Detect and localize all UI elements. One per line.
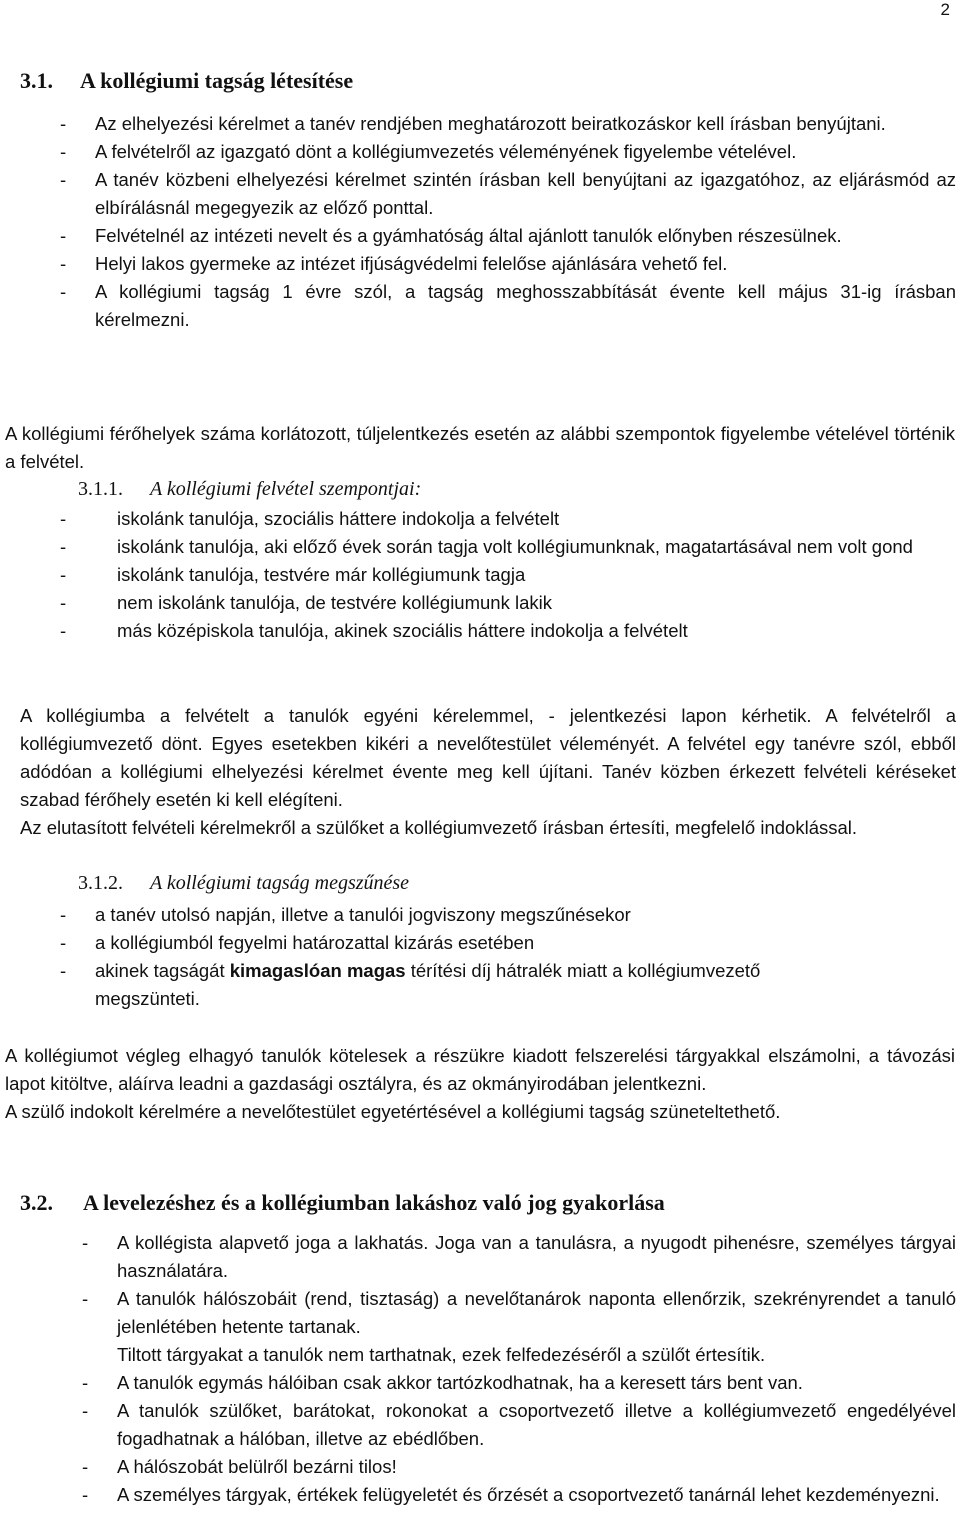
- bullet-dash: -: [82, 1288, 89, 1309]
- admission-criteria-list: [60, 505, 956, 645]
- list-item-text: iskolánk tanulója, testvére már kollégiumunk tagja: [117, 564, 526, 585]
- bullet-dash: -: [60, 960, 67, 981]
- bullet-dash: -: [60, 592, 67, 613]
- bullet-dash: -: [60, 169, 67, 190]
- list-item: [60, 278, 956, 334]
- list-item-text: más középiskola tanulója, akinek szociális háttere indokolja a felvételt: [117, 620, 688, 641]
- section-3-1-2-heading: [78, 872, 409, 895]
- admission-rules-list: [60, 110, 956, 334]
- list-item-text: a kollégiumból fegyelmi határozattal kizárás esetében: [95, 932, 535, 953]
- list-item-text: nem iskolánk tanulója, de testvére kollégiumunk lakik: [117, 592, 552, 613]
- list-item-text: A tanulók szülőket, barátokat, rokonokat a csoportvezető illetve a kollégiumvezető engedélyével fogadhatnak a hálóban, illetve az ebédlőben.: [117, 1400, 956, 1449]
- list-item: [82, 1285, 956, 1369]
- bullet-dash: -: [60, 281, 67, 302]
- list-item: [82, 1229, 956, 1285]
- emphasized-text: kimagaslóan magas: [229, 960, 406, 981]
- bullet-dash: -: [82, 1456, 89, 1477]
- section-3-2-heading: [20, 1190, 665, 1216]
- list-item-note: Tiltott tárgyakat a tanulók nem tarthatnak, ezek felfedezéséről a szülőt értesítik.: [117, 1344, 766, 1365]
- section-title: A kollégiumi tagság létesítése: [80, 68, 354, 93]
- text-run: akinek tagságát: [95, 960, 230, 981]
- text-run: térítési díj hátralék miatt a kollégiumvezető megszünteti.: [95, 960, 761, 1009]
- application-paragraph: A kollégiumba a felvételt a tanulók egyéni kérelemmel, - jelentkezési lapon kérhetik. A felvételről a kollégiumvezető dönt. Egyes esetekben kikéri a nevelőtestület véleményét. A felvétel egy tanévre szól, ebből adódóan a kollégiumi elhelyezési kérelmet évente meg kell újítani. Tanév közben érkezett felvételi kéréseket szabad férőhely esetén ki kell elégíteni.: [20, 705, 956, 810]
- list-item-text: Az elhelyezési kérelmet a tanév rendjében meghatározott beiratkozáskor kell írásban benyújtani.: [95, 113, 886, 134]
- bullet-dash: -: [60, 904, 67, 925]
- section-3-1-1-heading: [78, 478, 421, 501]
- list-item-text: A hálószobát belülről bezárni tilos!: [117, 1456, 397, 1477]
- list-item: [60, 222, 956, 250]
- list-item: [60, 110, 956, 138]
- section-number: 3.2.: [20, 1190, 53, 1215]
- rejection-paragraph: Az elutasított felvételi kérelmekről a szülőket a kollégiumvezető írásban értesíti, megfelelő indoklással.: [20, 817, 858, 838]
- list-item: [60, 957, 956, 1013]
- bullet-dash: -: [60, 141, 67, 162]
- list-item: [60, 901, 956, 929]
- list-item: [82, 1453, 956, 1481]
- bullet-dash: -: [60, 225, 67, 246]
- bullet-dash: -: [60, 508, 67, 529]
- list-item: [82, 1481, 956, 1509]
- section-number: 3.1.1.: [78, 478, 123, 500]
- suspension-paragraph: A szülő indokolt kérelmére a nevelőtestület egyetértésével a kollégiumi tagság szüneteltethető.: [5, 1101, 781, 1122]
- list-item-text: A tanulók egymás hálóiban csak akkor tartózkodhatnak, ha a keresett társ bent van.: [117, 1372, 803, 1393]
- bullet-dash: -: [60, 620, 67, 641]
- list-item: [60, 561, 956, 589]
- bullet-dash: -: [60, 564, 67, 585]
- list-item-text: A kollégista alapvető joga a lakhatás. Joga van a tanulásra, a nyugodt pihenésre, személyes tárgyai használatára.: [117, 1232, 956, 1281]
- list-item-text: a tanév utolsó napján, illetve a tanulói jogviszony megszűnésekor: [95, 904, 631, 925]
- list-item-text: iskolánk tanulója, aki előző évek során tagja volt kollégiumunknak, magatartásával nem volt gond: [117, 536, 913, 557]
- page-number: 2: [940, 0, 950, 19]
- bullet-dash: -: [82, 1484, 89, 1505]
- bullet-dash: -: [60, 536, 67, 557]
- bullet-dash: -: [82, 1372, 89, 1393]
- list-item-text: [95, 957, 855, 1013]
- residence-rights-list: [82, 1229, 956, 1509]
- capacity-paragraph: A kollégiumi férőhelyek száma korlátozott, túljelentkezés esetén az alábbi szempontok figyelembe vételével történik a felvétel.: [5, 423, 955, 472]
- list-item-text: A felvételről az igazgató dönt a kollégiumvezetés véleményének figyelembe vételével.: [95, 141, 797, 162]
- list-item: [60, 589, 956, 617]
- list-item: [60, 533, 956, 561]
- bullet-dash: -: [60, 932, 67, 953]
- bullet-dash: -: [60, 113, 67, 134]
- list-item-text: iskolánk tanulója, szociális háttere indokolja a felvételt: [117, 508, 560, 529]
- list-item: [82, 1397, 956, 1453]
- section-title: A levelezéshez és a kollégiumban lakáshoz való jog gyakorlása: [83, 1190, 665, 1215]
- list-item: [60, 166, 956, 222]
- section-3-1-heading: [20, 68, 353, 94]
- list-item: [60, 929, 956, 957]
- section-title: A kollégiumi tagság megszűnése: [150, 872, 410, 894]
- list-item: [60, 617, 956, 645]
- section-title: A kollégiumi felvétel szempontjai:: [150, 478, 422, 500]
- termination-list: [60, 901, 956, 1013]
- list-item-text: A személyes tárgyak, értékek felügyeletét és őrzését a csoportvezető tanárnál lehet kezdeményezni.: [117, 1484, 940, 1505]
- section-number: 3.1.: [20, 68, 53, 93]
- list-item-text: A kollégiumi tagság 1 évre szól, a tagság meghosszabbítását évente kell május 31-ig írásban kérelmezni.: [95, 281, 956, 330]
- list-item: [82, 1369, 956, 1397]
- list-item: [60, 505, 956, 533]
- list-item-text: A tanév közbeni elhelyezési kérelmet szintén írásban kell benyújtani az igazgatóhoz, az eljárásmód az elbírálásnál megegyezik az előző ponttal.: [95, 169, 956, 218]
- leaving-paragraph: A kollégiumot végleg elhagyó tanulók kötelesek a részükre kiadott felszerelési tárgyakkal elszámolni, a távozási lapot kitöltve, aláírva leadni a gazdasági osztályra, és az okmányirodában jelentkezni.: [5, 1045, 955, 1094]
- list-item-text: Helyi lakos gyermeke az intézet ifjúságvédelmi felelőse ajánlására vehető fel.: [95, 253, 728, 274]
- list-item-text: A tanulók hálószobáit (rend, tisztaság) a nevelőtanárok naponta ellenőrzik, szekrényrendet a tanuló jelenlétében hetente tartanak.: [117, 1288, 956, 1337]
- list-item: [60, 138, 956, 166]
- list-item: [60, 250, 956, 278]
- bullet-dash: -: [60, 253, 67, 274]
- bullet-dash: -: [82, 1232, 89, 1253]
- list-item-text: Felvételnél az intézeti nevelt és a gyámhatóság által ajánlott tanulók előnyben részesülnek.: [95, 225, 842, 246]
- bullet-dash: -: [82, 1400, 89, 1421]
- section-number: 3.1.2.: [78, 872, 123, 894]
